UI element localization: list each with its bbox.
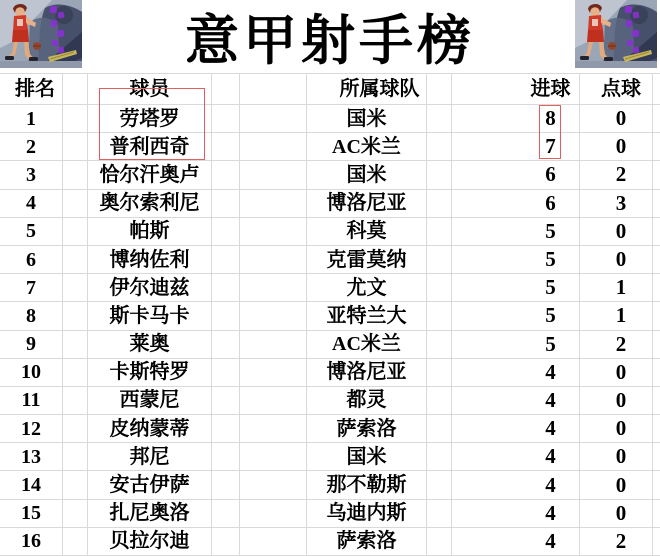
spacer-cell xyxy=(427,161,452,188)
player-cell: 奥尔索利尼 xyxy=(88,190,212,217)
player-cell: 贝拉尔迪 xyxy=(88,528,212,555)
team-cell: 萨索洛 xyxy=(307,528,427,555)
spacer-cell xyxy=(240,528,307,555)
spacer-cell xyxy=(653,331,660,358)
table-row xyxy=(0,218,660,246)
penalties-cell: 0 xyxy=(580,471,653,498)
spacer-cell xyxy=(212,161,240,188)
rank-cell: 3 xyxy=(0,161,63,188)
spacer-cell xyxy=(240,359,307,386)
goals-cell: 4 xyxy=(452,415,580,442)
spacer-cell xyxy=(63,161,88,188)
spacer-cell xyxy=(653,133,660,160)
spacer-cell xyxy=(240,133,307,160)
penalties-cell: 2 xyxy=(580,331,653,358)
table-row xyxy=(0,471,660,499)
rank-cell: 5 xyxy=(0,218,63,245)
basketball-player-icon xyxy=(575,0,657,68)
spacer-cell xyxy=(212,74,240,104)
spacer-cell xyxy=(653,74,660,104)
spacer-cell xyxy=(63,133,88,160)
penalties-cell: 0 xyxy=(580,359,653,386)
spacer-cell xyxy=(240,331,307,358)
penalties-cell: 0 xyxy=(580,218,653,245)
rank-cell: 2 xyxy=(0,133,63,160)
spacer-cell xyxy=(63,105,88,132)
player-cell: 皮纳蒙蒂 xyxy=(88,415,212,442)
goals-cell: 5 xyxy=(452,302,580,329)
spacer-cell xyxy=(212,246,240,273)
goals-cell: 6 xyxy=(452,161,580,188)
spacer-cell xyxy=(653,161,660,188)
spacer-cell xyxy=(653,246,660,273)
spacer-cell xyxy=(240,471,307,498)
spacer-cell xyxy=(63,387,88,414)
spacer-cell xyxy=(427,190,452,217)
header-player: 球员 xyxy=(88,74,212,104)
spacer-cell xyxy=(212,528,240,555)
spacer-cell xyxy=(63,359,88,386)
player-cell: 莱奥 xyxy=(88,331,212,358)
penalties-cell: 0 xyxy=(580,443,653,470)
team-cell: 科莫 xyxy=(307,218,427,245)
spacer-cell xyxy=(240,500,307,527)
rank-cell: 6 xyxy=(0,246,63,273)
spacer-cell xyxy=(63,190,88,217)
table-row xyxy=(0,528,660,556)
spacer-cell xyxy=(212,218,240,245)
spacer-cell xyxy=(212,190,240,217)
team-cell: 国米 xyxy=(307,161,427,188)
rank-cell: 7 xyxy=(0,274,63,301)
team-cell: AC米兰 xyxy=(307,133,427,160)
spacer-cell xyxy=(212,415,240,442)
player-cell: 博纳佐利 xyxy=(88,246,212,273)
table-row xyxy=(0,387,660,415)
spacer-cell xyxy=(653,415,660,442)
goals-cell: 4 xyxy=(452,500,580,527)
team-cell: 克雷莫纳 xyxy=(307,246,427,273)
goals-cell: 5 xyxy=(452,274,580,301)
penalties-cell: 0 xyxy=(580,500,653,527)
player-cell: 伊尔迪兹 xyxy=(88,274,212,301)
spacer-cell xyxy=(63,218,88,245)
spacer-cell xyxy=(427,218,452,245)
penalties-cell: 0 xyxy=(580,387,653,414)
spacer-cell xyxy=(63,500,88,527)
spacer-cell xyxy=(653,218,660,245)
rank-cell: 16 xyxy=(0,528,63,555)
spacer-cell xyxy=(240,161,307,188)
team-cell: 亚特兰大 xyxy=(307,302,427,329)
rank-cell: 12 xyxy=(0,415,63,442)
penalties-cell: 2 xyxy=(580,528,653,555)
player-cell: 卡斯特罗 xyxy=(88,359,212,386)
rank-cell: 14 xyxy=(0,471,63,498)
spacer-cell xyxy=(240,190,307,217)
basketball-player-icon xyxy=(0,0,82,68)
spacer-cell xyxy=(240,387,307,414)
spacer-cell xyxy=(212,302,240,329)
table-row xyxy=(0,500,660,528)
table-row xyxy=(0,161,660,189)
spacer-cell xyxy=(427,415,452,442)
team-cell: 国米 xyxy=(307,443,427,470)
goals-cell: 7 xyxy=(452,133,580,160)
player-cell: 普利西奇 xyxy=(88,133,212,160)
spacer-cell xyxy=(240,415,307,442)
spacer-cell xyxy=(212,133,240,160)
player-cell: 恰尔汗奥卢 xyxy=(88,161,212,188)
table-row xyxy=(0,246,660,274)
spacer-cell xyxy=(63,74,88,104)
spacer-cell xyxy=(212,274,240,301)
goals-cell: 5 xyxy=(452,331,580,358)
spacer-cell xyxy=(240,274,307,301)
spacer-cell xyxy=(427,274,452,301)
spacer-cell xyxy=(427,471,452,498)
goals-cell: 4 xyxy=(452,443,580,470)
header-penalties: 点球 xyxy=(580,74,653,104)
team-cell: AC米兰 xyxy=(307,331,427,358)
table-row xyxy=(0,105,660,133)
table-row xyxy=(0,274,660,302)
team-cell: 萨索洛 xyxy=(307,415,427,442)
team-cell: 都灵 xyxy=(307,387,427,414)
spacer-cell xyxy=(240,246,307,273)
spacer-cell xyxy=(212,105,240,132)
table-row xyxy=(0,443,660,471)
rank-cell: 4 xyxy=(0,190,63,217)
spacer-cell xyxy=(212,331,240,358)
spacer-cell xyxy=(63,246,88,273)
goals-cell: 4 xyxy=(452,528,580,555)
player-cell: 安古伊萨 xyxy=(88,471,212,498)
spacer-cell xyxy=(653,274,660,301)
spacer-cell xyxy=(427,528,452,555)
spacer-cell xyxy=(653,471,660,498)
table-row xyxy=(0,302,660,330)
spacer-cell xyxy=(427,133,452,160)
penalties-cell: 0 xyxy=(580,133,653,160)
penalties-cell: 1 xyxy=(580,274,653,301)
table-row xyxy=(0,359,660,387)
spacer-cell xyxy=(653,359,660,386)
spacer-cell xyxy=(63,415,88,442)
spacer-cell xyxy=(63,302,88,329)
rank-cell: 1 xyxy=(0,105,63,132)
goals-cell: 5 xyxy=(452,246,580,273)
spacer-cell xyxy=(653,443,660,470)
player-cell: 帕斯 xyxy=(88,218,212,245)
goals-cell: 8 xyxy=(452,105,580,132)
table-row xyxy=(0,331,660,359)
rank-cell: 9 xyxy=(0,331,63,358)
page-title: 意甲射手榜 xyxy=(185,11,475,71)
spacer-cell xyxy=(212,443,240,470)
header-goals: 进球 xyxy=(452,74,580,104)
player-cell: 劳塔罗 xyxy=(88,105,212,132)
goals-cell: 6 xyxy=(452,190,580,217)
penalties-cell: 1 xyxy=(580,302,653,329)
rank-cell: 11 xyxy=(0,387,63,414)
team-cell: 博洛尼亚 xyxy=(307,190,427,217)
spacer-cell xyxy=(653,190,660,217)
spacer-cell xyxy=(63,528,88,555)
goals-cell: 4 xyxy=(452,471,580,498)
rank-cell: 15 xyxy=(0,500,63,527)
spacer-cell xyxy=(63,274,88,301)
table-row xyxy=(0,190,660,218)
spacer-cell xyxy=(653,528,660,555)
scorers-table xyxy=(0,73,660,556)
spacer-cell xyxy=(240,218,307,245)
slam-dunk-player-art-left xyxy=(0,0,82,68)
goals-cell: 4 xyxy=(452,387,580,414)
header-team: 所属球队 xyxy=(307,74,427,104)
spacer-cell xyxy=(212,471,240,498)
rank-cell: 10 xyxy=(0,359,63,386)
table-row xyxy=(0,415,660,443)
spacer-cell xyxy=(63,471,88,498)
spacer-cell xyxy=(63,443,88,470)
team-cell: 博洛尼亚 xyxy=(307,359,427,386)
rank-cell: 8 xyxy=(0,302,63,329)
slam-dunk-player-art-right xyxy=(575,0,657,68)
spacer-cell xyxy=(240,74,307,104)
penalties-cell: 0 xyxy=(580,105,653,132)
spacer-cell xyxy=(427,331,452,358)
player-cell: 扎尼奥洛 xyxy=(88,500,212,527)
player-cell: 西蒙尼 xyxy=(88,387,212,414)
spacer-cell xyxy=(240,302,307,329)
spacer-cell xyxy=(212,359,240,386)
spacer-cell xyxy=(427,359,452,386)
team-cell: 乌迪内斯 xyxy=(307,500,427,527)
header-rank: 排名 xyxy=(0,74,63,104)
spacer-cell xyxy=(653,387,660,414)
spacer-cell xyxy=(240,443,307,470)
team-cell: 尤文 xyxy=(307,274,427,301)
spacer-cell xyxy=(427,500,452,527)
spacer-cell xyxy=(427,246,452,273)
player-cell: 斯卡马卡 xyxy=(88,302,212,329)
goals-cell: 5 xyxy=(452,218,580,245)
spacer-cell xyxy=(427,74,452,104)
table-header-row xyxy=(0,74,660,105)
spacer-cell xyxy=(653,500,660,527)
team-cell: 那不勒斯 xyxy=(307,471,427,498)
spacer-cell xyxy=(427,387,452,414)
spacer-cell xyxy=(427,302,452,329)
rank-cell: 13 xyxy=(0,443,63,470)
penalties-cell: 0 xyxy=(580,246,653,273)
player-cell: 邦尼 xyxy=(88,443,212,470)
spacer-cell xyxy=(212,500,240,527)
team-cell: 国米 xyxy=(307,105,427,132)
penalties-cell: 3 xyxy=(580,190,653,217)
spacer-cell xyxy=(427,105,452,132)
penalties-cell: 2 xyxy=(580,161,653,188)
spacer-cell xyxy=(240,105,307,132)
spacer-cell xyxy=(212,387,240,414)
spacer-cell xyxy=(427,443,452,470)
table-row xyxy=(0,133,660,161)
spacer-cell xyxy=(63,331,88,358)
goals-cell: 4 xyxy=(452,359,580,386)
spacer-cell xyxy=(653,302,660,329)
penalties-cell: 0 xyxy=(580,415,653,442)
spacer-cell xyxy=(653,105,660,132)
